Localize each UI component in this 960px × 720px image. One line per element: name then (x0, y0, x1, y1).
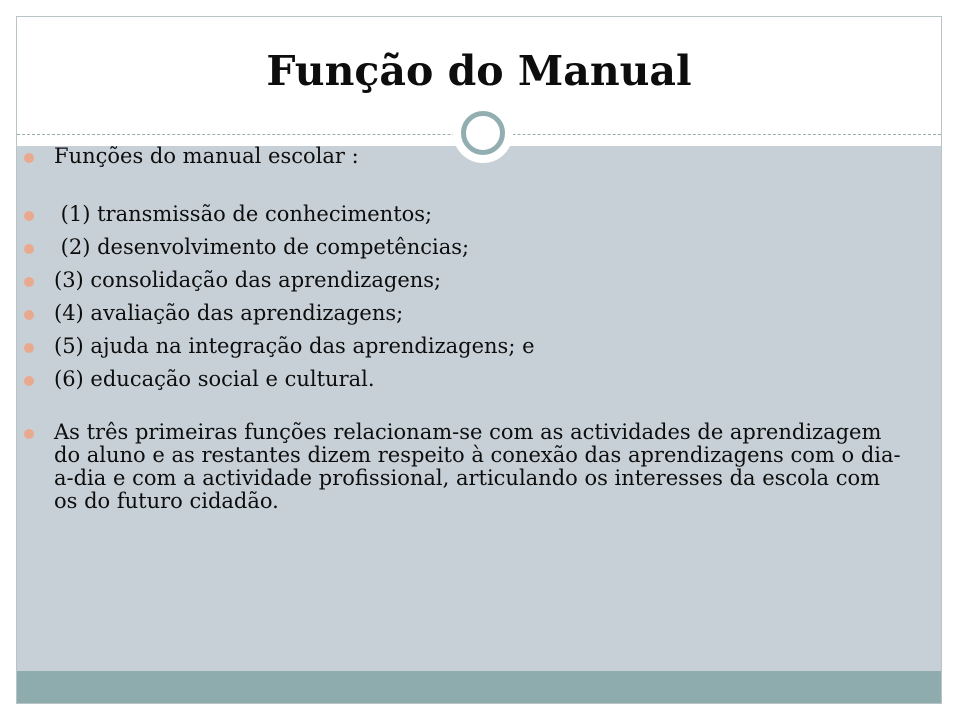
footer-bar (17, 671, 941, 704)
list-item (24, 367, 904, 392)
bullet-text: (5) ajuda na integração das aprendizagens; e (54, 334, 535, 358)
bullet-list (24, 144, 904, 513)
list-item (24, 334, 904, 359)
list-item (24, 421, 904, 513)
bullet-dot-icon (24, 310, 34, 320)
list-item (24, 301, 904, 326)
list-item (24, 144, 904, 169)
bullet-text: (6) educação social e cultural. (54, 367, 375, 391)
bullet-text: (3) consolidação das aprendizagens; (54, 268, 442, 292)
bullet-text: (1) transmissão de conhecimentos; (54, 202, 433, 226)
list-item (24, 235, 904, 260)
bullet-dot-icon (24, 343, 34, 353)
list-item (24, 202, 904, 227)
bullet-text: Funções do manual escolar : (54, 144, 359, 168)
bullet-dot-icon (24, 277, 34, 287)
bullet-dot-icon (24, 429, 34, 439)
list-item (24, 268, 904, 293)
bullet-text: (2) desenvolvimento de competências; (54, 235, 470, 259)
bullet-dot-icon (24, 211, 34, 221)
slide-title: Função do Manual (266, 47, 692, 95)
bullet-text: (4) avaliação das aprendizagens; (54, 301, 404, 325)
bullet-dot-icon (24, 153, 34, 163)
bullet-dot-icon (24, 376, 34, 386)
bullet-dot-icon (24, 244, 34, 254)
bullet-text: As três primeiras funções relacionam-se com as actividades de aprendizagem do aluno e as restantes dizem respeito à conexão das aprendizagens com o dia-a-dia e com a actividade profissional, articulando os interesses da escola com os do futuro cidadão. (54, 420, 901, 513)
